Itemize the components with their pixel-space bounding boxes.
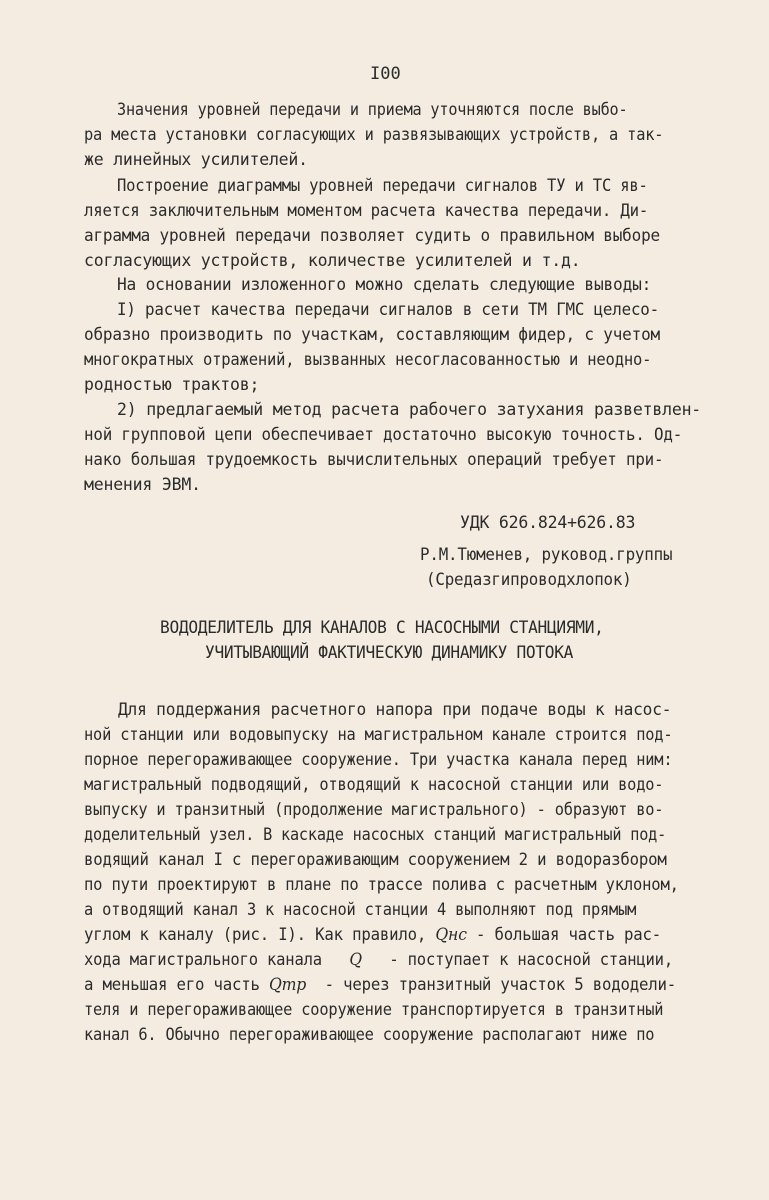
text-line: согласующих устройств, количестве усилителей и т.д. — [84, 251, 581, 270]
text-line: водящий канал I с перегораживающим сооружением 2 и водоразбором — [84, 850, 667, 869]
text-line: менения ЭВМ. — [84, 475, 201, 494]
text-line: 2) предлагаемый метод расчета рабочего затухания разветвлен- — [117, 400, 702, 419]
article-title-line-2: УЧИТЫВАЮЩИЙ ФАКТИЧЕСКУЮ ДИНАМИКУ ПОТОКА — [205, 643, 574, 663]
text-line: теля и перегораживающее сооружение транспортируется в транзитный — [84, 1000, 664, 1019]
text-segment: хода магистрального канала — [84, 950, 322, 969]
text-line-with-formula — [84, 925, 661, 945]
text-segment: а меньшая его часть — [84, 975, 260, 994]
text-line: образно производить по участкам, составляющим фидер, с учетом — [84, 325, 660, 344]
formula-q-nc: Qнс — [435, 925, 467, 944]
text-line: I) расчет качества передачи сигналов в сети ТМ ГМС целесо- — [117, 300, 659, 319]
text-line: выпуску и транзитный (продолжение магистрального) - образуют во- — [84, 800, 664, 819]
text-line: Для поддержания расчетного напора при подаче воды к насос- — [118, 700, 672, 719]
text-line: ной групповой цепи обеспечивает достаточно высокую точность. Од- — [84, 425, 683, 444]
text-line: Значения уровней передачи и приема уточняются после выбо- — [117, 100, 628, 119]
text-line: ра места установки согласующих и развязывающих устройств, а так- — [84, 125, 664, 144]
text-line: аграмма уровней передачи позволяет судить о правильном выборе — [84, 226, 660, 245]
text-segment: углом к каналу (рис. I). Как правило, — [84, 925, 427, 944]
text-line: по пути проектируют в плане по трассе полива с расчетным уклоном, — [84, 875, 679, 894]
formula-q: Q — [349, 950, 362, 969]
text-line: канал 6. Обычно перегораживающее сооружение располагают ниже по — [84, 1025, 655, 1044]
text-line: же линейных усилителей. — [84, 150, 308, 169]
text-line: нако большая трудоемкость вычислительных операций требует при- — [84, 450, 664, 469]
text-line: а отводящий канал 3 к насосной станции 4 выполняют под прямым — [84, 900, 637, 919]
author: Р.М.Тюменев, руковод.группы — [420, 545, 673, 564]
udk-code: УДК 626.824+626.83 — [460, 513, 636, 532]
text-line-with-formula — [84, 950, 673, 970]
text-segment: - через транзитный участок 5 вододели- — [324, 975, 677, 994]
text-line: многократных отражений, вызванных несогласованностью и неодно- — [84, 350, 652, 369]
text-segment: - большая часть рас- — [476, 925, 661, 944]
text-segment: - поступает к насосной станции, — [389, 950, 673, 969]
text-line: Построение диаграммы уровней передачи сигналов ТУ и ТС яв- — [117, 176, 648, 195]
page-number: I00 — [370, 64, 401, 84]
formula-q-tr: Qтр — [268, 975, 307, 994]
text-line: ляется заключительным моментом расчета качества передачи. Ди- — [84, 201, 649, 220]
text-line: ной станции или водовыпуску на магистральном канале строится под- — [84, 725, 673, 744]
text-line: порное перегораживающее сооружение. Три участка канала перед ним: — [84, 750, 673, 769]
text-line: доделительный узел. В каскаде насосных станций магистральный под- — [84, 825, 667, 844]
article-title-line-1: ВОДОДЕЛИТЕЛЬ ДЛЯ КАНАЛОВ С НАСОСНЫМИ СТАНЦИЯМИ, — [160, 618, 604, 638]
text-line-with-formula — [84, 975, 676, 995]
text-line: На основании изложенного можно сделать следующие выводы: — [117, 275, 652, 294]
text-line: родностью трактов; — [84, 375, 260, 394]
text-line: магистральный подводящий, отводящий к насосной станции или водо- — [84, 775, 664, 794]
organization: (Средазгипроводхлопок) — [426, 570, 632, 589]
